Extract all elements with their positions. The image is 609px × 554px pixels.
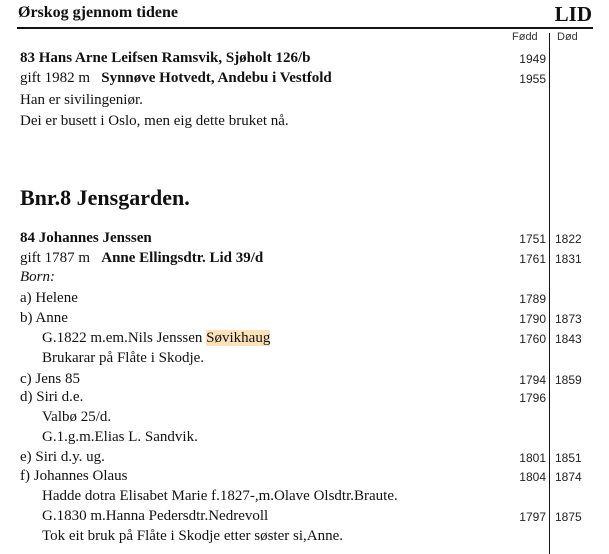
child-born: 1796 xyxy=(519,391,546,405)
child-died: 1859 xyxy=(555,373,582,387)
child-born: 1794 xyxy=(519,373,546,387)
entry-83-note-1: Han er sivilingeniør. xyxy=(20,92,143,108)
page-header-lid: LID xyxy=(554,2,592,26)
child-row: a) Helene xyxy=(20,290,78,306)
entry-83-born: 1949 xyxy=(519,52,546,66)
child-born: 1789 xyxy=(519,292,546,306)
col-born-header: Fødd xyxy=(512,31,538,43)
child-note: Brukarar på Flåte i Skodje. xyxy=(42,350,205,366)
entry-83-name: 83 Hans Arne Leifsen Ramsvik, Sjøholt 126/b xyxy=(20,50,311,66)
child-died: 1851 xyxy=(555,451,582,465)
marriage-prefix: gift 1787 m xyxy=(20,250,90,266)
child-note: Tok eit bruk på Flåte i Skodje etter søster si,Anne. xyxy=(42,528,343,544)
header-rule xyxy=(17,27,593,29)
column-divider xyxy=(549,33,550,554)
child-spouse-died: 1875 xyxy=(555,510,582,524)
entry-84-born: 1751 xyxy=(519,232,546,246)
children-label: Born: xyxy=(20,269,55,285)
child-born: 1801 xyxy=(519,451,546,465)
child-spouse-born: 1760 xyxy=(519,332,546,346)
child-born: 1804 xyxy=(519,470,546,484)
entry-84-died: 1822 xyxy=(555,232,582,246)
highlighted-place: Søvikhaug xyxy=(206,330,271,346)
col-died-header: Død xyxy=(557,31,578,43)
spouse-name: Synnøve Hotvedt, Andebu i Vestfold xyxy=(101,70,332,86)
child-born: 1790 xyxy=(519,312,546,326)
marriage-text: G.1822 m.em.Nils Jenssen xyxy=(42,330,207,346)
child-died: 1874 xyxy=(555,470,582,484)
entry-84-name: 84 Johannes Jenssen xyxy=(20,230,152,246)
entry-84-marriage xyxy=(20,250,263,267)
spouse-name: Anne Ellingsdtr. Lid 39/d xyxy=(101,250,264,266)
entry-83-note-2: Dei er busett i Oslo, men eig dette bruket nå. xyxy=(20,113,289,129)
child-spouse-born: 1797 xyxy=(519,510,546,524)
child-note: Hadde dotra Elisabet Marie f.1827-,m.Olave Olsdtr.Braute. xyxy=(42,488,398,504)
entry-83-spouse-born: 1955 xyxy=(519,72,546,86)
child-marriage-row xyxy=(42,330,270,347)
entry-84-spouse-born: 1761 xyxy=(519,252,546,266)
entry-84-spouse-died: 1831 xyxy=(555,252,582,266)
section-title: Bnr.8 Jensgarden. xyxy=(20,185,190,210)
entry-83-marriage xyxy=(20,70,332,87)
child-died: 1873 xyxy=(555,312,582,326)
child-row: b) Anne xyxy=(20,310,68,326)
child-row: f) Johannes Olaus xyxy=(20,468,128,484)
child-row: d) Siri d.e. xyxy=(20,389,84,405)
marriage-prefix: gift 1982 m xyxy=(20,70,90,86)
page-header-title: Ørskog gjennom tidene xyxy=(18,4,178,21)
child-row: c) Jens 85 xyxy=(20,371,80,387)
child-spouse-died: 1843 xyxy=(555,332,582,346)
child-row: e) Siri d.y. ug. xyxy=(20,449,105,465)
child-note: Valbø 25/d. xyxy=(42,409,112,425)
child-note: G.1.g.m.Elias L. Sandvik. xyxy=(42,429,198,445)
child-marriage-row: G.1830 m.Hanna Pedersdtr.Nedrevoll xyxy=(42,508,269,524)
